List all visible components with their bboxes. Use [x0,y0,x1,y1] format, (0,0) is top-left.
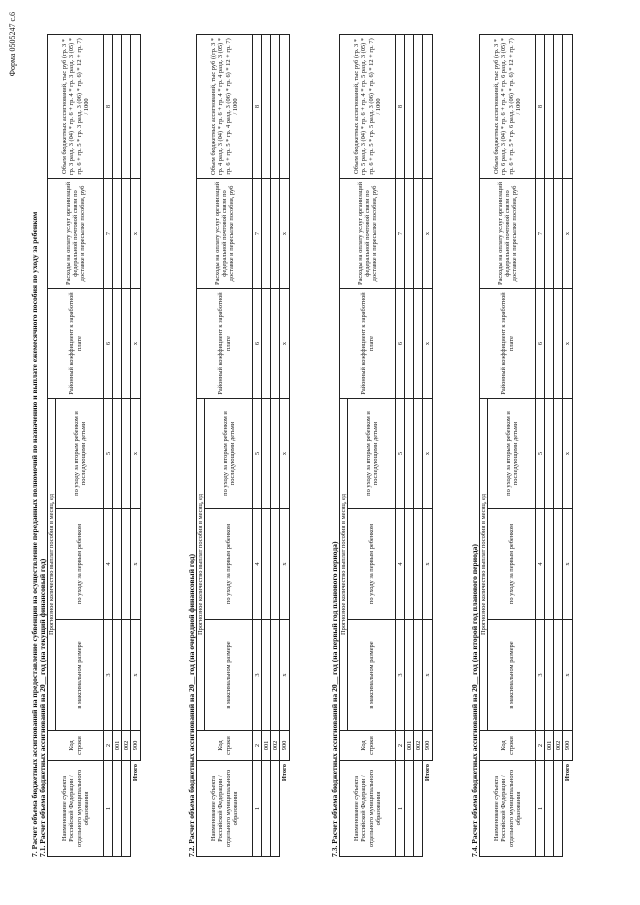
x-mark: x [131,288,141,398]
header-group: Прогнозное количество выплат пособия в месяц, ед [197,398,205,730]
header-second: по уходу за вторым ребенком и последующими детьми [205,398,253,508]
form-code: Форма 0505247 с.6 [8,12,17,77]
header-max: в максимальном размере [56,620,104,731]
header-postal: Расходы на оплату услуг организаций федеральной почтовой связи по доставке и пересылке пособия, руб [340,178,396,288]
row-code: 001 [262,731,271,761]
header-max: в максимальном размере [205,620,253,731]
section-title: 7.1. Расчет объема бюджетных ассигнований на 20__ год (на текущий финансовый год) [38,558,47,857]
header-first: по уходу за первым ребенком [56,509,104,620]
section-title: 7.4. Расчет объема бюджетных ассигнований на 20__ год (на второй год планового периода) [470,544,479,857]
header-code: Код строки [480,731,536,761]
col-index: 5 [253,398,262,508]
header-code: Код строки [48,731,104,761]
table-row [271,34,280,856]
header-postal: Расходы на оплату услуг организаций федеральной почтовой связи по доставке и пересылке пособия, руб [48,178,104,288]
section-7-2 [187,35,290,857]
section-7-4 [470,35,573,857]
col-index: 7 [536,178,545,288]
col-index: 5 [536,398,545,508]
total-row [563,34,573,856]
main-title: 7. Расчет объема бюджетных ассигнований на предоставление субвенции на осуществление переданных полномочий по назначению и выплате ежемесячного пособия по уходу за ребенком [30,211,39,857]
calc-table [47,34,141,857]
calc-table [196,34,290,857]
total-label: Итого [132,764,140,782]
total-code: 900 [563,731,573,761]
header-postal: Расходы на оплату услуг организаций федеральной почтовой связи по доставке и пересылке пособия, руб [197,178,253,288]
x-mark: x [280,620,290,731]
column-index-row [396,34,405,856]
header-second: по уходу за вторым ребенком и последующими детьми [488,398,536,508]
table-row [113,34,122,856]
row-code: 002 [414,731,423,761]
col-index: 6 [396,288,405,398]
total-label: Итого [424,764,432,782]
x-mark: x [423,620,433,731]
x-mark: x [280,509,290,620]
col-index: 4 [104,509,113,620]
col-index: 2 [396,731,405,761]
col-index: 2 [104,731,113,761]
section-7-3 [330,35,433,857]
total-code: 900 [280,731,290,761]
section-title: 7.2. Расчет объема бюджетных ассигнований на 20__ год (на очередной финансовый год) [187,553,196,857]
header-name: Наименование субъекта Российской Федерации / отдельного муниципального образования [480,761,536,857]
header-second: по уходу за вторым ребенком и последующими детьми [348,398,396,508]
col-index: 3 [253,620,262,731]
col-index: 2 [253,731,262,761]
col-index: 7 [396,178,405,288]
row-code: 001 [545,731,554,761]
x-mark: x [280,288,290,398]
col-index: 4 [536,509,545,620]
section-7-1 [38,35,141,857]
header-coef: Районный коэффициент к заработной плате [480,288,536,398]
col-index: 8 [253,34,262,178]
row-code: 002 [271,731,280,761]
column-index-row [104,34,113,856]
calc-table [479,34,573,857]
col-index: 4 [253,509,262,620]
x-mark: x [131,178,141,288]
col-index: 7 [104,178,113,288]
x-mark: x [563,620,573,731]
x-mark: x [423,178,433,288]
header-name: Наименование субъекта Российской Федерации / отдельного муниципального образования [340,761,396,857]
row-code: 001 [113,731,122,761]
table-row [414,34,423,856]
total-row [280,34,290,856]
total-row [131,34,141,856]
header-group: Прогнозное количество выплат пособия в месяц, ед [48,398,56,730]
col-index: 1 [536,761,545,857]
table-row [545,34,554,856]
header-coef: Районный коэффициент к заработной плате [48,288,104,398]
x-mark: x [563,398,573,508]
header-first: по уходу за первым ребенком [205,509,253,620]
col-index: 8 [536,34,545,178]
col-index: 5 [396,398,405,508]
header-group: Прогнозное количество выплат пособия в месяц, ед [480,398,488,730]
header-code: Код строки [197,731,253,761]
column-index-row [536,34,545,856]
calc-table [339,34,433,857]
total-label: Итого [281,764,289,782]
section-title: 7.3. Расчет объема бюджетных ассигнований на 20__ год (на первый год планового периода) [330,541,339,857]
header-volume: Объем бюджетных ассигнований, тыс руб ((гр. 3 * гр. 4 разд. 3 (04) * гр. 6 + гр. 4 * гр. 4 разд. 3 (05) * гр. 6 + гр. 5 * гр. 4 разд. 3 (06) * гр. 6) * 12 + гр. 7) / 1000 [197,34,253,178]
x-mark: x [563,288,573,398]
table-row [405,34,414,856]
col-index: 4 [396,509,405,620]
header-postal: Расходы на оплату услуг организаций федеральной почтовой связи по доставке и пересылке пособия, руб [480,178,536,288]
col-index: 6 [253,288,262,398]
col-index: 3 [396,620,405,731]
header-coef: Районный коэффициент к заработной плате [340,288,396,398]
header-volume: Объем бюджетных ассигнований, тыс руб (гр. 3 * гр. 3 разд. 3 (04) * гр. 6 + гр. 4 * гр. 3 разд. 3 (05) * гр. 6 + гр. 5 * гр. 3 разд. 3 (06) * гр. 6) * 12 + гр. 7) / 1000 [48,34,104,178]
x-mark: x [280,398,290,508]
x-mark: x [280,178,290,288]
col-index: 8 [104,34,113,178]
header-volume: Объем бюджетных ассигнований, тыс руб (гр. 3 * гр. 6 разд. 3 (04) * гр. 6 + гр. 4 * гр. 6 разд. 3 (05) * гр. 6 + гр. 5 * гр. 6 разд. 3 (06) * гр. 6) * 12 + гр. 7) / 1000 [480,34,536,178]
x-mark: x [423,509,433,620]
col-index: 6 [536,288,545,398]
col-index: 1 [253,761,262,857]
col-index: 7 [253,178,262,288]
header-volume: Объем бюджетных ассигнований, тыс руб (гр. 3 * гр. 5 разд. 3 (04) * гр. 6 + гр. 4 * гр. 5 разд. 3 (05) * гр. 6 + гр. 5 * гр. 5 разд. 3 (06) * гр. 6) * 12 + гр. 7) / 1000 [340,34,396,178]
header-max: в максимальном размере [488,620,536,731]
x-mark: x [563,178,573,288]
column-index-row [253,34,262,856]
header-max: в максимальном размере [348,620,396,731]
x-mark: x [131,620,141,731]
col-index: 1 [104,761,113,857]
table-row [262,34,271,856]
table-row [554,34,563,856]
header-first: по уходу за первым ребенком [348,509,396,620]
header-code: Код строки [340,731,396,761]
col-index: 3 [536,620,545,731]
header-group: Прогнозное количество выплат пособия в месяц, ед [340,398,348,730]
row-code: 002 [554,731,563,761]
header-name: Наименование субъекта Российской Федерации / отдельного муниципального образования [197,761,253,857]
header-name: Наименование субъекта Российской Федерации / отдельного муниципального образования [48,761,104,857]
col-index: 2 [536,731,545,761]
total-code: 900 [423,731,433,761]
total-code: 900 [131,731,141,761]
col-index: 5 [104,398,113,508]
row-code: 002 [122,731,131,761]
total-label: Итого [564,764,572,782]
col-index: 3 [104,620,113,731]
x-mark: x [423,288,433,398]
header-coef: Районный коэффициент к заработной плате [197,288,253,398]
x-mark: x [131,398,141,508]
col-index: 6 [104,288,113,398]
x-mark: x [423,398,433,508]
header-first: по уходу за первым ребенком [488,509,536,620]
header-second: по уходу за вторым ребенком и последующими детьми [56,398,104,508]
col-index: 1 [396,761,405,857]
row-code: 001 [405,731,414,761]
col-index: 8 [396,34,405,178]
x-mark: x [131,509,141,620]
total-row [423,34,433,856]
table-row [122,34,131,856]
x-mark: x [563,509,573,620]
